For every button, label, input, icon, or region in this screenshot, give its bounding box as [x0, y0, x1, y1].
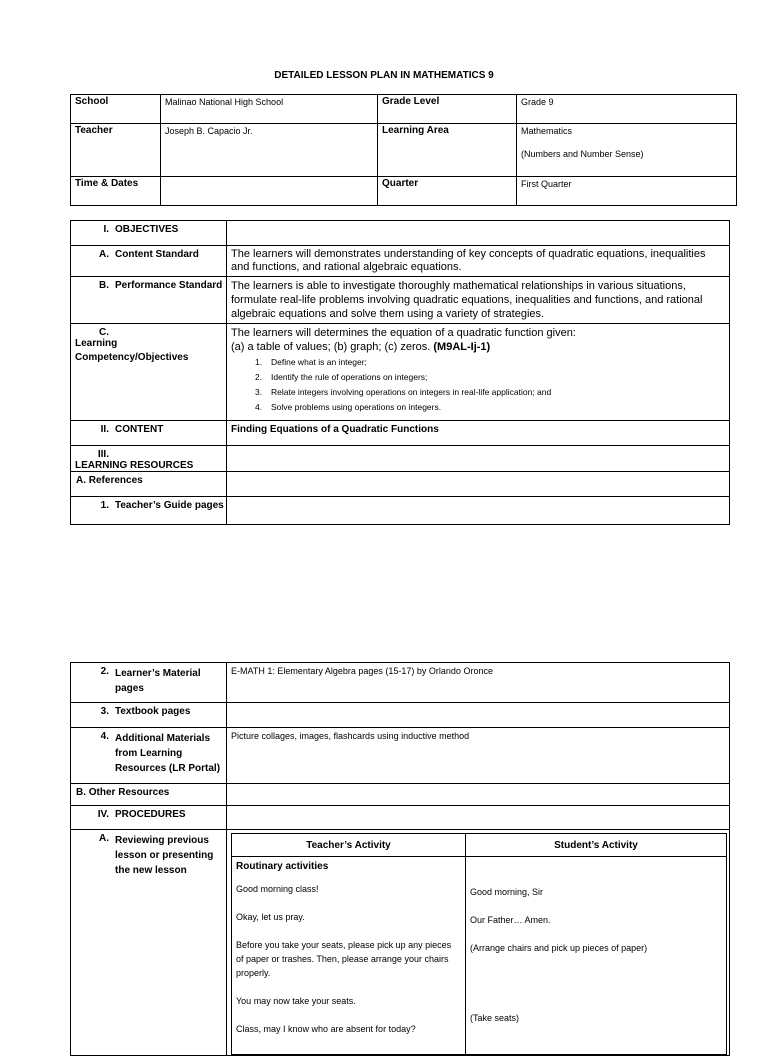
learning-resources-empty-cell	[227, 446, 730, 472]
learning-area-value	[517, 124, 737, 177]
student-line: Good morning, Sir	[470, 887, 544, 897]
performance-standard-label: B. Performance Standard	[71, 277, 227, 324]
student-activity-column	[466, 857, 727, 1055]
teacher-activity-column	[232, 857, 466, 1055]
teachers-guide-empty-cell	[227, 497, 730, 525]
quarter-label: Quarter	[378, 177, 517, 206]
time-dates-label: Time & Dates	[71, 177, 161, 206]
student-line: (Take seats)	[470, 1013, 520, 1023]
teachers-guide-label: 1. Teacher’s Guide pages	[71, 497, 227, 525]
competency-label: C.Learning Competency/Objectives	[71, 324, 227, 421]
learning-area-domain: (Numbers and Number Sense)	[521, 149, 644, 159]
reviewing-lesson-label: A. Reviewing previous lesson or presenting the new lesson	[71, 830, 227, 1056]
teacher-line: Okay, let us pray.	[236, 912, 305, 922]
performance-standard-text: The learners is able to investigate thoroughly mathematical relationships in various situations, formulate real-life problems involving quadratic equations, inequalities and functions, and rational algebraic equations and solve them using a variety of strategies.	[227, 277, 730, 324]
objectives-header: I. OBJECTIVES	[71, 221, 227, 246]
activity-table	[231, 833, 727, 1055]
competency-content	[227, 324, 730, 421]
content-topic: Finding Equations of a Quadratic Functions	[227, 421, 730, 446]
competency-code: (M9AL-Ij-1)	[433, 341, 491, 353]
objective-item: 1. Define what is an integer;	[255, 357, 367, 367]
textbook-pages-label: 3. Textbook pages	[71, 703, 227, 728]
objectives-list	[231, 357, 725, 412]
teacher-line: Class, may I know who are absent for today?	[236, 1024, 416, 1034]
procedures-empty-cell	[227, 806, 730, 830]
grade-level-value: Grade 9	[517, 95, 737, 124]
objectives-empty-cell	[227, 221, 730, 246]
routinary-activities-heading: Routinary activities	[236, 861, 329, 872]
learners-material-text: E-MATH 1: Elementary Algebra pages (15-17) by Orlando Oronce	[227, 663, 730, 703]
school-value: Malinao National High School	[161, 95, 378, 124]
resources-procedures-table	[70, 662, 730, 1056]
additional-materials-label: 4. Additional Materials from Learning Resources (LR Portal)	[71, 728, 227, 784]
objective-item: 3. Relate integers involving operations on integers in real-life application; and	[255, 387, 552, 397]
activity-cell	[227, 830, 730, 1056]
competency-intro: The learners will determines the equation of a quadratic function given:	[231, 327, 576, 339]
time-dates-value	[161, 177, 378, 206]
learning-area-label: Learning Area	[378, 124, 517, 177]
learners-material-label: 2. Learner’s Material pages	[71, 663, 227, 703]
objective-item: 4. Solve problems using operations on integers.	[255, 402, 442, 412]
teacher-line: Good morning class!	[236, 884, 319, 894]
objective-item: 2. Identify the rule of operations on integers;	[255, 372, 428, 382]
content-standard-label: A. Content Standard	[71, 246, 227, 277]
learning-resources-label: III.LEARNING RESOURCES	[71, 446, 227, 472]
additional-materials-text: Picture collages, images, flashcards using inductive method	[227, 728, 730, 784]
competency-givens: (a) a table of values; (b) graph; (c) zeros. (M9AL-Ij-1)	[231, 341, 491, 353]
school-label: School	[71, 95, 161, 124]
content-standard-text: The learners will demonstrates understanding of key concepts of quadratic equations, inequalities and functions, and rational algebraic equations.	[227, 246, 730, 277]
references-label: A. References	[71, 472, 227, 497]
teacher-line: You may now take your seats.	[236, 996, 356, 1006]
procedures-label: IV. PROCEDURES	[71, 806, 227, 830]
teacher-label: Teacher	[71, 124, 161, 177]
grade-level-label: Grade Level	[378, 95, 517, 124]
teacher-activity-header: Teacher’s Activity	[232, 834, 466, 857]
student-line: (Arrange chairs and pick up pieces of paper)	[470, 943, 648, 953]
student-line: Our Father… Amen.	[470, 915, 551, 925]
objectives-table	[70, 220, 730, 525]
content-label: II. CONTENT	[71, 421, 227, 446]
quarter-value: First Quarter	[517, 177, 737, 206]
textbook-pages-empty-cell	[227, 703, 730, 728]
references-empty-cell	[227, 472, 730, 497]
student-activity-header: Student’s Activity	[466, 834, 727, 857]
teacher-line: Before you take your seats, please pick up any pieces of paper or trashes. Then, please arrange your chairs properly.	[236, 940, 452, 978]
other-resources-empty-cell	[227, 784, 730, 806]
learning-area-subject: Mathematics	[521, 126, 573, 136]
other-resources-label: B. Other Resources	[71, 784, 227, 806]
header-info-table	[70, 94, 737, 206]
teacher-value: Joseph B. Capacio Jr.	[161, 124, 378, 177]
page-title: DETAILED LESSON PLAN IN MATHEMATICS 9	[274, 70, 494, 81]
